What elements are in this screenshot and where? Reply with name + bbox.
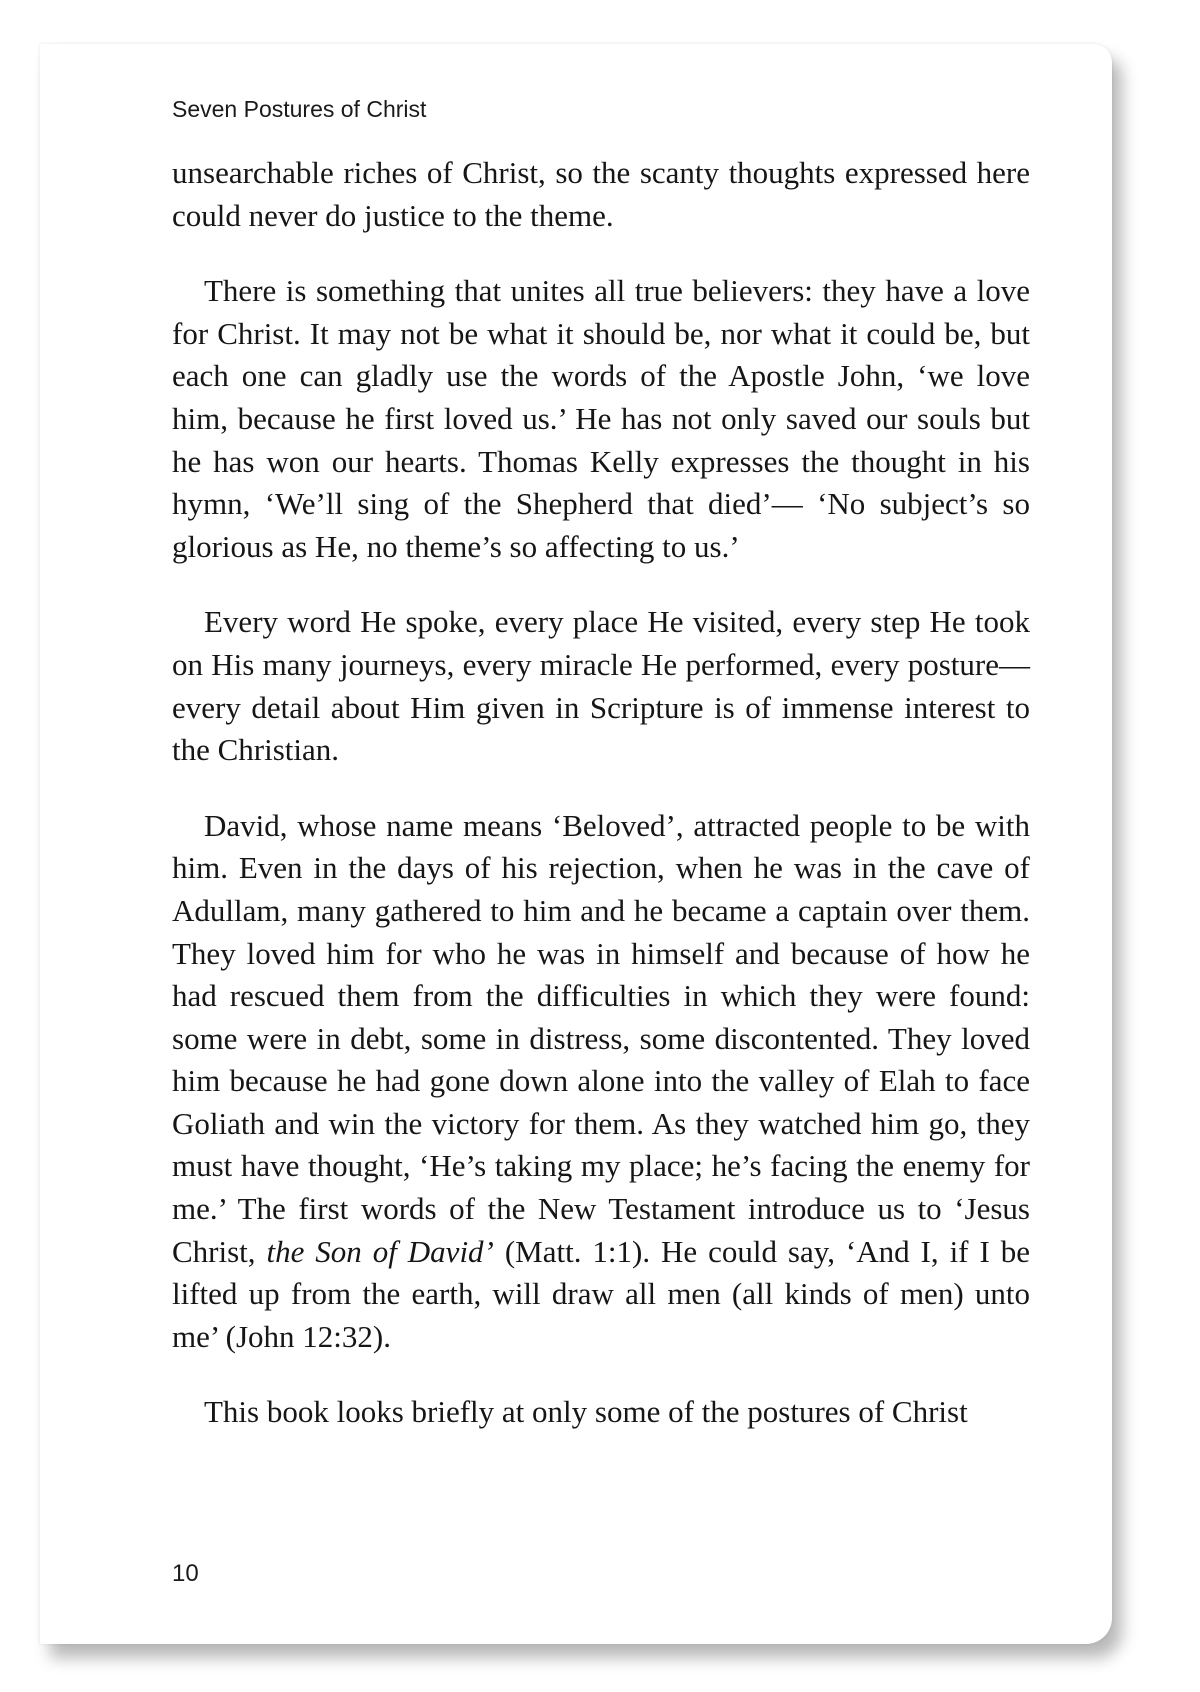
david-text-start: David, whose name means ‘Beloved’, attracted people to be with him. Even in the days of his rejection, when he was in the cave of Adullam, many gathered to him and he became a captain over them. They loved him for who he was in himself and because of how he had rescued them from the difficulties in which they were found: some were in debt, some in distress, some discontented. They loved him because he had gone down alone into the valley of Elah to face Goliath and win the victory for them. As they watched him go, they must have thought, ‘He’s taking my place; he’s facing the enemy for me.’ The first words of the New Testament introduce us to ‘Jesus Christ, [172, 807, 1030, 1269]
page-body [172, 152, 1030, 1467]
page-number: 10 [172, 1560, 199, 1587]
paragraph-continued: unsearchable riches of Christ, so the scanty thoughts expressed here could never do justice to the theme. [172, 155, 1030, 233]
son-of-david-italic: the Son of David’ [266, 1233, 494, 1269]
running-header: Seven Postures of Christ [172, 96, 427, 122]
paragraph-love-for-christ: There is something that unites all true believers: they have a love for Christ. It may not be what it should be, nor what it could be, but each one can gladly use the words of the Apostle John, ‘we love him, because he first loved us.’ He has not only saved our souls but he has won our hearts. Thomas Kelly expresses the thought in his hymn, ‘We’ll sing of the Shepherd that died’— ‘No subject’s so glorious as He, no theme’s so affecting to us.’ [172, 273, 1030, 564]
paragraph-david [172, 805, 1030, 1359]
paragraph-this-book: This book looks briefly at only some of the postures of Christ [204, 1394, 968, 1430]
paragraph-every-word: Every word He spoke, every place He visited, every step He took on His many journeys, every miracle He performed, every posture—every detail about Him given in Scripture is of immense interest to the Christian. [172, 604, 1030, 768]
david-text-end: (Matt. 1:1). He could say, ‘And I, if I be lifted up from the earth, will draw all men (all kinds of men) unto me’ (John 12:32). [172, 1233, 1030, 1354]
